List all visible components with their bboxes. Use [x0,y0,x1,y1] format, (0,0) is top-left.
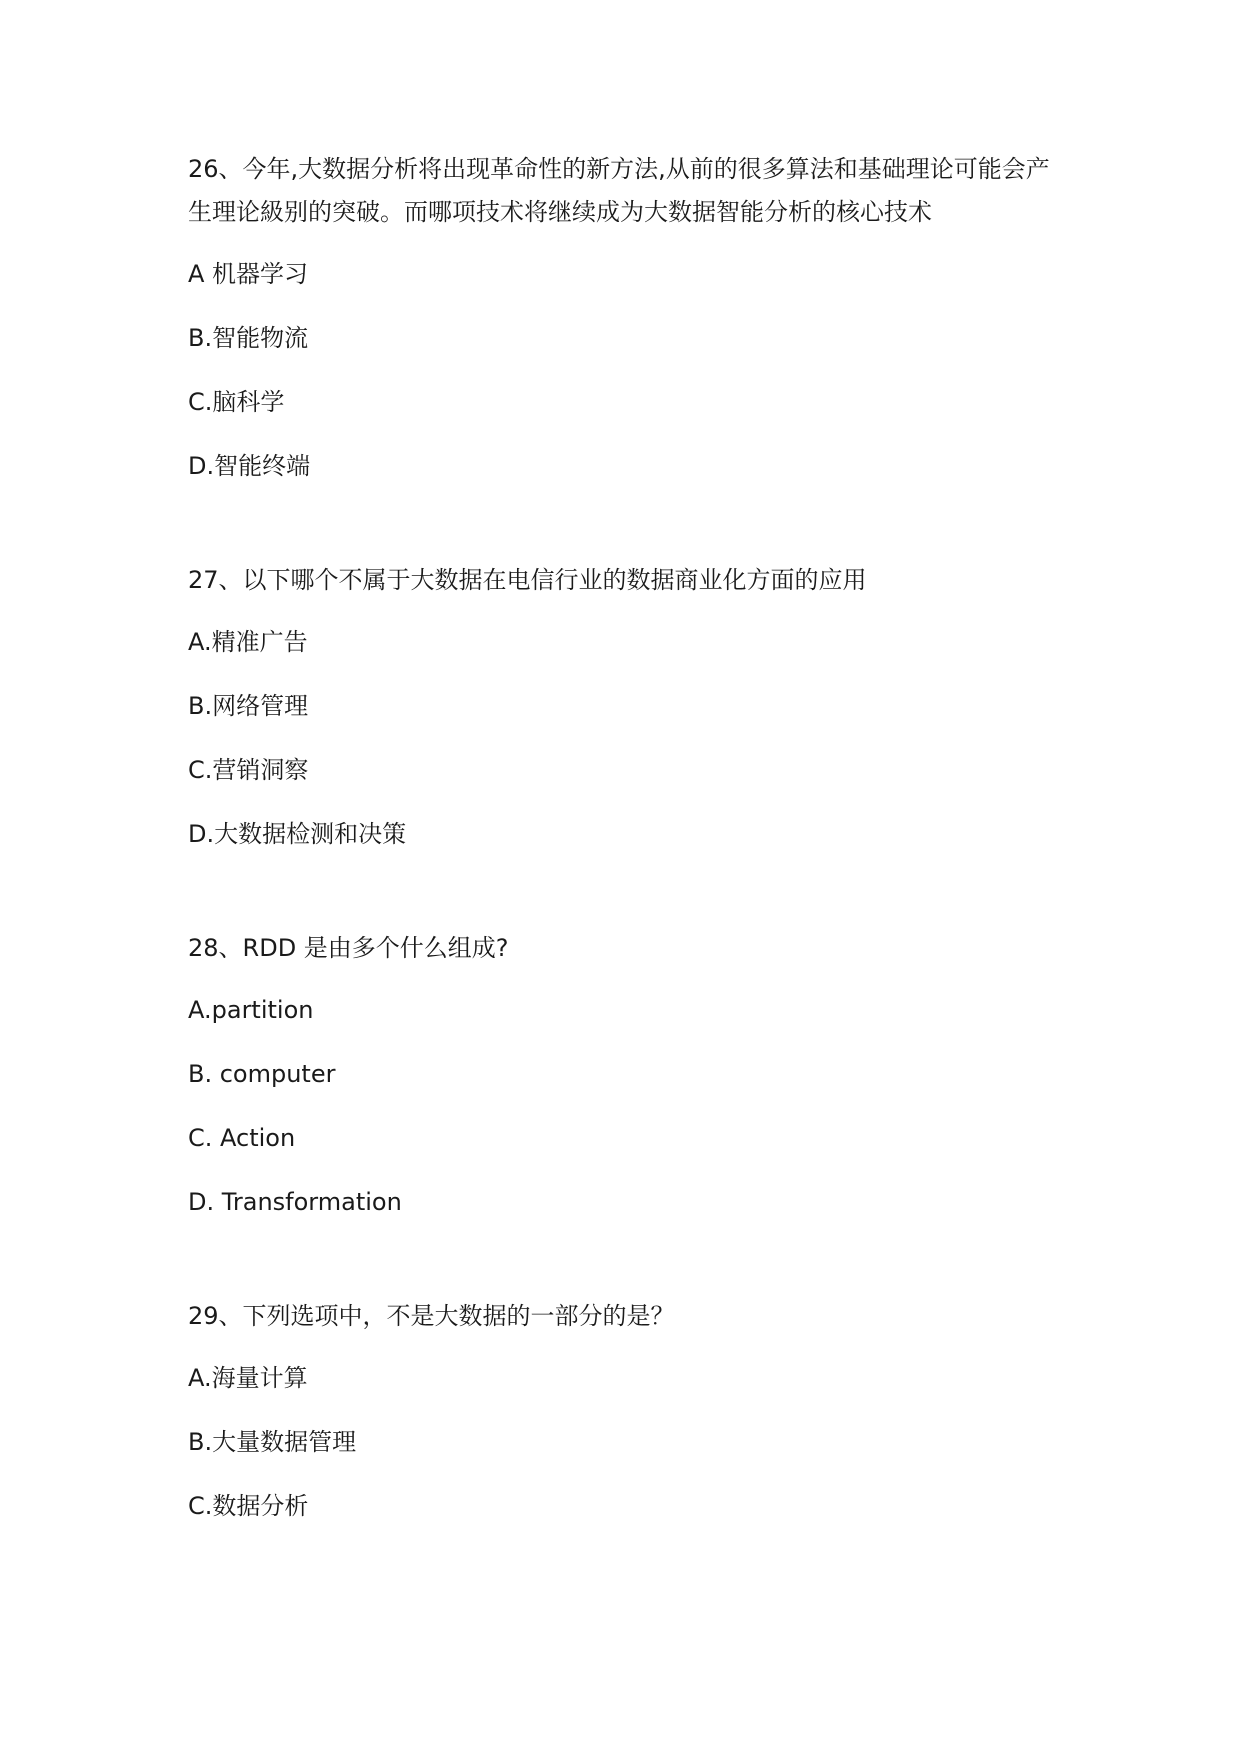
option-a: A.海量计算 [188,1364,308,1392]
option-a: A.partition [188,996,314,1024]
question-gap [188,877,1068,927]
question-gap [188,1245,1068,1295]
question-text: 29、下列选项中，不是大数据的一部分的是？ [188,1302,675,1330]
question-28 [188,927,1068,1224]
option-b: B.智能物流 [188,324,309,352]
question-29 [188,1295,1068,1528]
question-gap [188,509,1068,559]
question-text: 26、今年,大数据分析将出现革命性的新方法,从前的很多算法和基础理论可能会产生理论級别的突破。而哪项技术将继续成为大数据智能分析的核心技术 [188,155,1050,226]
option-d: D. Transformation [188,1188,402,1216]
option-d: D.大数据检测和决策 [188,820,407,848]
question-26 [188,148,1068,488]
document-page [188,148,1068,1549]
question-text: 28、RDD 是由多个什么组成? [188,934,509,962]
option-b: B.大量数据管理 [188,1428,357,1456]
option-d: D.智能终端 [188,452,311,480]
option-b: B. computer [188,1060,336,1088]
option-a: A.精准广告 [188,628,308,656]
question-27 [188,559,1068,856]
question-text: 27、以下哪个不属于大数据在电信行业的数据商业化方面的应用 [188,566,867,594]
option-c: C.数据分析 [188,1492,309,1520]
option-c: C.脑科学 [188,388,285,416]
option-a: A 机器学习 [188,260,309,288]
option-c: C. Action [188,1124,296,1152]
option-b: B.网络管理 [188,692,309,720]
option-c: C.营销洞察 [188,756,309,784]
